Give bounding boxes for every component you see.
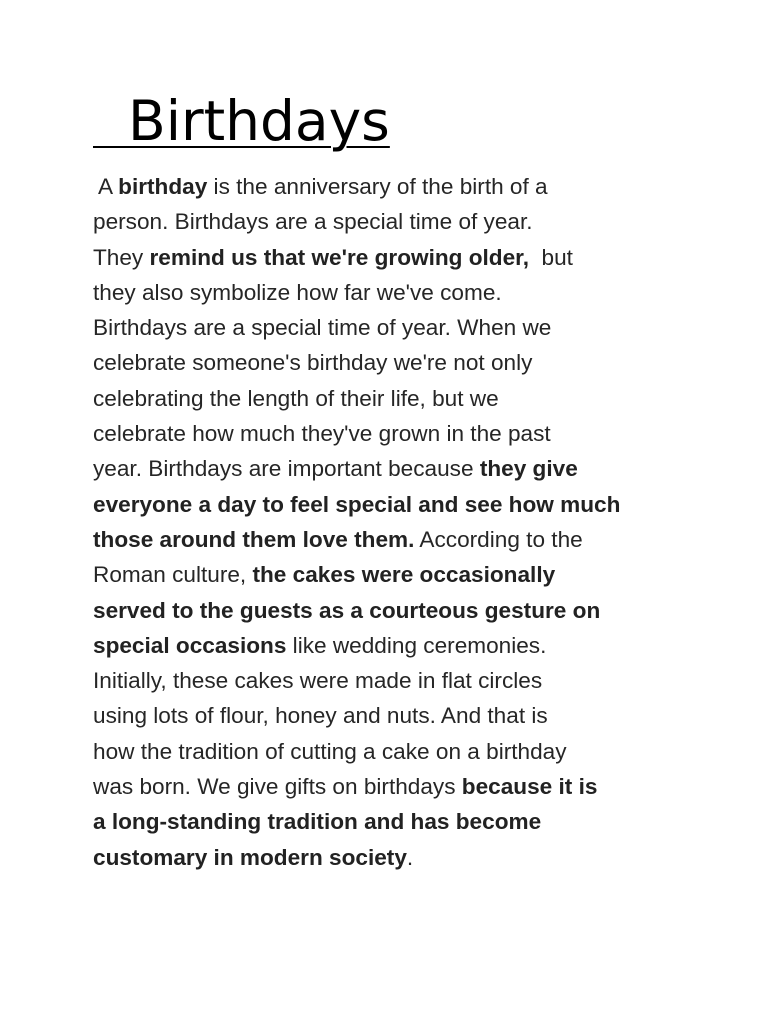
paragraph-line <box>93 240 683 275</box>
text-segment: but <box>529 244 573 270</box>
paragraph-line <box>93 769 683 804</box>
bold-text-segment: the cakes were occasionally <box>252 562 556 588</box>
bold-text-segment: those around them love them. <box>93 526 415 552</box>
text-segment: person. Birthdays are a special time of year. <box>93 209 533 235</box>
paragraph-line <box>93 628 683 663</box>
bold-text-segment: they give <box>479 456 578 482</box>
paragraph-line <box>93 522 683 557</box>
paragraph-line <box>93 557 683 592</box>
text-segment: was born. We give gifts on birthdays <box>93 774 462 800</box>
bold-text-segment: customary in modern society <box>93 844 407 870</box>
paragraph-line <box>93 698 683 733</box>
bold-text-segment: a long-standing tradition and has become <box>93 809 542 835</box>
bold-text-segment: remind us that we're growing older, <box>149 244 529 270</box>
bold-text-segment: everyone a day to feel special and see how much <box>93 491 621 517</box>
text-segment: celebrate someone's birthday we're not only <box>93 350 533 376</box>
paragraph-line <box>93 310 683 345</box>
text-segment: they also symbolize how far we've come. <box>93 279 502 305</box>
text-segment: They <box>93 244 150 270</box>
paragraph-line <box>93 734 683 769</box>
text-segment: celebrate how much they've grown in the past <box>93 421 551 447</box>
bold-text-segment: because it is <box>461 774 598 800</box>
paragraph-line <box>93 416 683 451</box>
text-segment: According to the <box>414 526 583 552</box>
bold-text-segment: special occasions <box>93 632 287 658</box>
paragraph-line <box>93 487 683 522</box>
paragraph-line <box>93 451 683 486</box>
text-segment: is the anniversary of the birth of a <box>207 174 548 199</box>
paragraph-line <box>93 275 683 310</box>
paragraph-line <box>93 804 683 839</box>
text-segment: how the tradition of cutting a cake on a birthday <box>93 738 567 764</box>
text-segment: celebrating the length of their life, but we <box>93 385 499 411</box>
paragraph-line <box>93 381 683 416</box>
bold-text-segment: served to the guests as a courteous gesture on <box>93 597 601 623</box>
bold-text-segment: birthday <box>118 174 208 199</box>
paragraph-line <box>93 345 683 380</box>
document-body <box>93 169 683 875</box>
text-segment: Initially, these cakes were made in flat circles <box>93 668 543 694</box>
text-segment: using lots of flour, honey and nuts. And that is <box>93 703 548 729</box>
paragraph-line <box>93 204 683 239</box>
text-segment: . <box>406 844 414 870</box>
document-title: Birthdays <box>93 89 390 153</box>
text-segment: A <box>93 174 119 199</box>
text-segment: Roman culture, <box>93 562 253 588</box>
text-segment: year. Birthdays are important because <box>93 456 480 482</box>
paragraph-line <box>93 840 683 875</box>
text-segment: Birthdays are a special time of year. When we <box>93 315 552 341</box>
paragraph-line <box>93 593 683 628</box>
text-segment: like wedding ceremonies. <box>286 632 547 658</box>
paragraph-line <box>93 169 683 204</box>
paragraph-line <box>93 663 683 698</box>
